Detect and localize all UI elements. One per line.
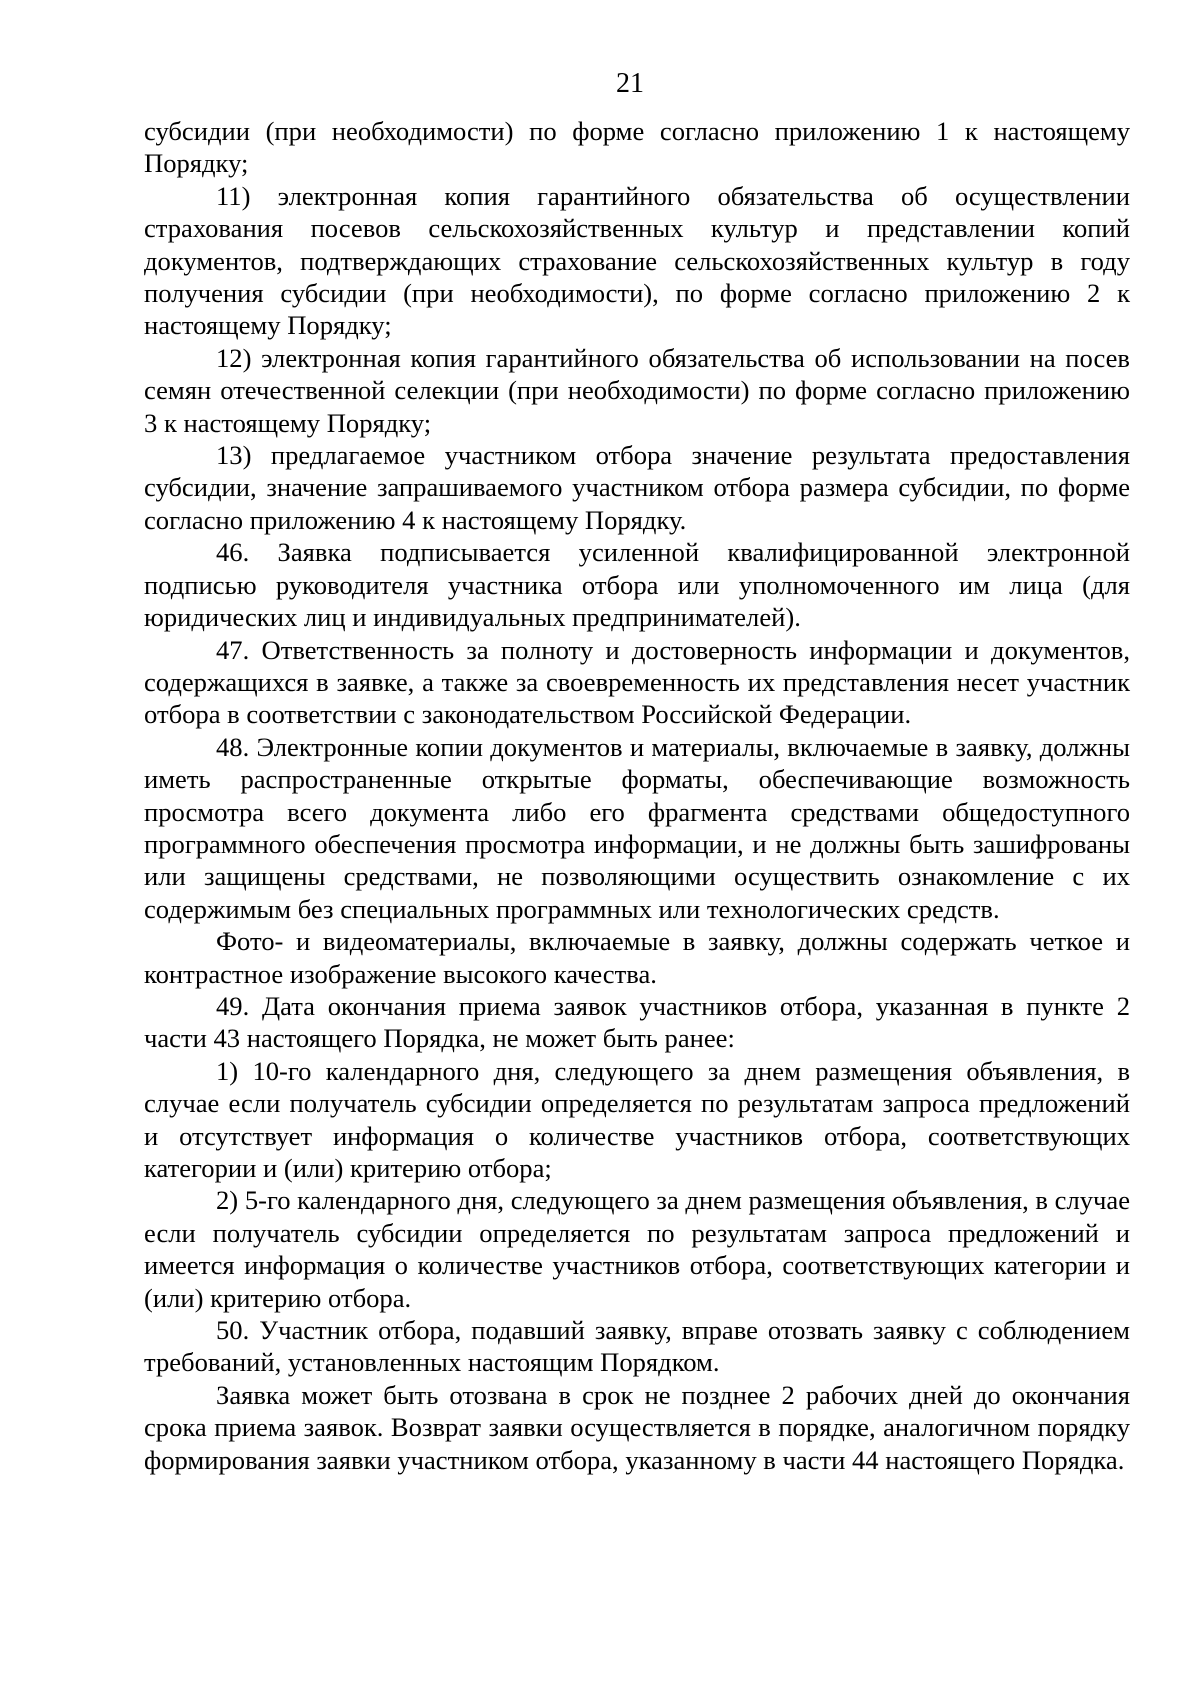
paragraph-continuation: субсидии (при необходимости) по форме согласно приложению 1 к настоящему Порядку; [144, 116, 1130, 179]
paragraph-item-13: 13) предлагаемое участником отбора значение результата предоставления субсидии, значение запрашиваемого участником отбора размера субсидии, по форме согласно приложению 4 к настоящему Порядку. [144, 440, 1130, 535]
paragraph-item-12: 12) электронная копия гарантийного обязательства об использовании на посев семян отечественной селекции (при необходимости) по форме согласно приложению 3 к настоящему Порядку; [144, 342, 1130, 438]
paragraph-clause-48: 48. Электронные копии документов и материалы, включаемые в заявку, должны иметь распространенные открытые форматы, обеспечивающие возможность просмотра всего документа либо его фрагмента средствами общедоступного программного обеспечения просмотра информации, и не должны быть зашифрованы или защищены средствами, не позволяющими осуществить ознакомление с их содержимым без специальных программных или технологических средств. [144, 731, 1130, 924]
paragraph-clause-49-item-1: 1) 10-го календарного дня, следующего за днем размещения объявления, в случае если получатель субсидии определяется по результатам запроса предложений и отсутствует информация о количестве участников отбора, соответствующих категории и (или) критерию отбора; [144, 1055, 1130, 1183]
paragraph-clause-50: 50. Участник отбора, подавший заявку, вправе отозвать заявку с соблюдением требований, установленных настоящим Порядком. [144, 1315, 1130, 1378]
paragraph-clause-50-withdrawal: Заявка может быть отозвана в срок не позднее 2 рабочих дней до окончания срока приема заявок. Возврат заявки осуществляется в порядке, аналогичном порядку формирования заявки участником отбора, указанному в части 44 настоящего Порядка. [144, 1379, 1130, 1475]
document-body [144, 115, 1130, 1476]
paragraph-clause-49-item-2: 2) 5-го календарного дня, следующего за днем размещения объявления, в случае если получатель субсидии определяется по результатам запроса предложений и имеется информация о количестве участников отбора, соответствующих категории и (или) критерию отбора. [144, 1185, 1130, 1313]
page-number: 21 [616, 68, 644, 99]
paragraph-clause-47: 47. Ответственность за полноту и достоверность информации и документов, содержащихся в заявке, а также за своевременность их представления несет участник отбора в соответствии с законодательством Российской Федерации. [144, 634, 1130, 730]
paragraph-clause-49: 49. Дата окончания приема заявок участников отбора, указанная в пункте 2 части 43 настоящего Порядка, не может быть ранее: [144, 990, 1130, 1054]
paragraph-clause-46: 46. Заявка подписывается усиленной квалифицированной электронной подписью руководителя участника отбора или уполномоченного им лица (для юридических лиц и индивидуальных предпринимателей). [144, 537, 1130, 633]
paragraph-clause-48-photo: Фото- и видеоматериалы, включаемые в заявку, должны содержать четкое и контрастное изображение высокого качества. [144, 926, 1130, 989]
paragraph-item-11: 11) электронная копия гарантийного обязательства об осуществлении страхования посевов сельскохозяйственных культур и представлении копий документов, подтверждающих страхование сельскохозяйственных культур в году получения субсидии (при необходимости), по форме согласно приложению 2 к настоящему Порядку; [144, 180, 1130, 341]
